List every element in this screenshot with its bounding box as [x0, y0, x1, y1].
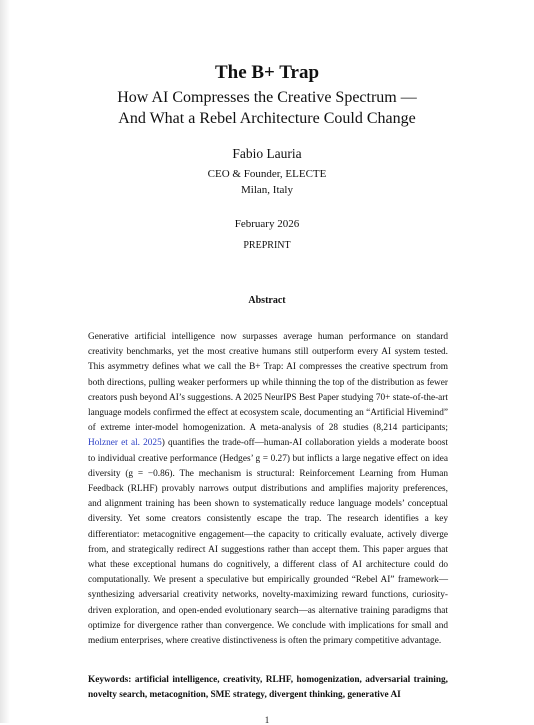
- abstract-text: [88, 330, 448, 649]
- author-name: Fabio Lauria: [232, 146, 302, 161]
- author-affiliation: CEO & Founder, ELECTE: [207, 168, 327, 180]
- subtitle-line-1: How AI Compresses the Creative Spectrum —: [117, 89, 417, 106]
- preprint-label: PREPRINT: [243, 240, 291, 251]
- abstract-heading: Abstract: [248, 295, 286, 306]
- keywords: Keywords: artificial intelligence, creativity, RLHF, homogenization, adversarial training, novelty search, metacognition, SME strategy, divergent thinking, generative AI: [88, 675, 448, 701]
- paper-title: The B+ Trap: [214, 62, 320, 83]
- citation-link[interactable]: Holzner et al. 2025: [88, 438, 162, 449]
- subtitle-line-2: And What a Rebel Architecture Could Change: [118, 110, 416, 127]
- abstract-text-part-1: Generative artificial intelligence now surpasses average human performance on standard creativity benchmarks, yet the most creative humans still outperform every AI system tested. This asymmetry defines what we call the B+ Trap: AI compresses the creative spectrum from both directions, pulling weaker performers up while thinning the top of the distribution as fewer creators push beyond AI’s suggestions. A 2025 NeurIPS Best Paper studying 70+ state-of-the-art language models confirmed the effect at ecosystem scale, documenting an “Artificial Hivemind” of extreme inter-model homogenization. A meta-analysis of 28 studies (8,214 participants;: [88, 332, 448, 434]
- page-number: 1: [264, 715, 270, 725]
- paper-subtitle: [0, 87, 534, 129]
- publication-date: February 2026: [234, 218, 300, 230]
- author-location: Milan, Italy: [241, 184, 293, 196]
- abstract-text-part-2: ) quantifies the trade-off—human-AI collaboration yields a moderate boost to individual creative performance (Hedges’ g = 0.27) but inflicts a large negative effect on idea diversity (g = −0.86). The mechanism is structural: Reinforcement Learning from Human Feedback (RLHF) provably narrows output distributions and amplifies majority preferences, and alignment training has been shown to systematically reduce language models’ conceptual diversity. Yet some creators consistently escape the trap. The research identifies a key differentiator: metacognitive engagement—the capacity to critically evaluate, actively diverge from, and strategically redirect AI suggestions rather than accept them. This paper argues that what these exceptional humans do cognitively, a different class of AI architecture could do computationally. We present a speculative but empirically grounded “Rebel AI” framework—synthesizing adversarial creativity networks, novelty-maximizing reward functions, curiosity-driven exploration, and open-ended evolutionary search—as alternative training paradigms that optimize for divergence rather than convergence. We conclude with implications for small and medium enterprises, where creative distinctiveness is often the primary competitive advantage.: [88, 438, 448, 647]
